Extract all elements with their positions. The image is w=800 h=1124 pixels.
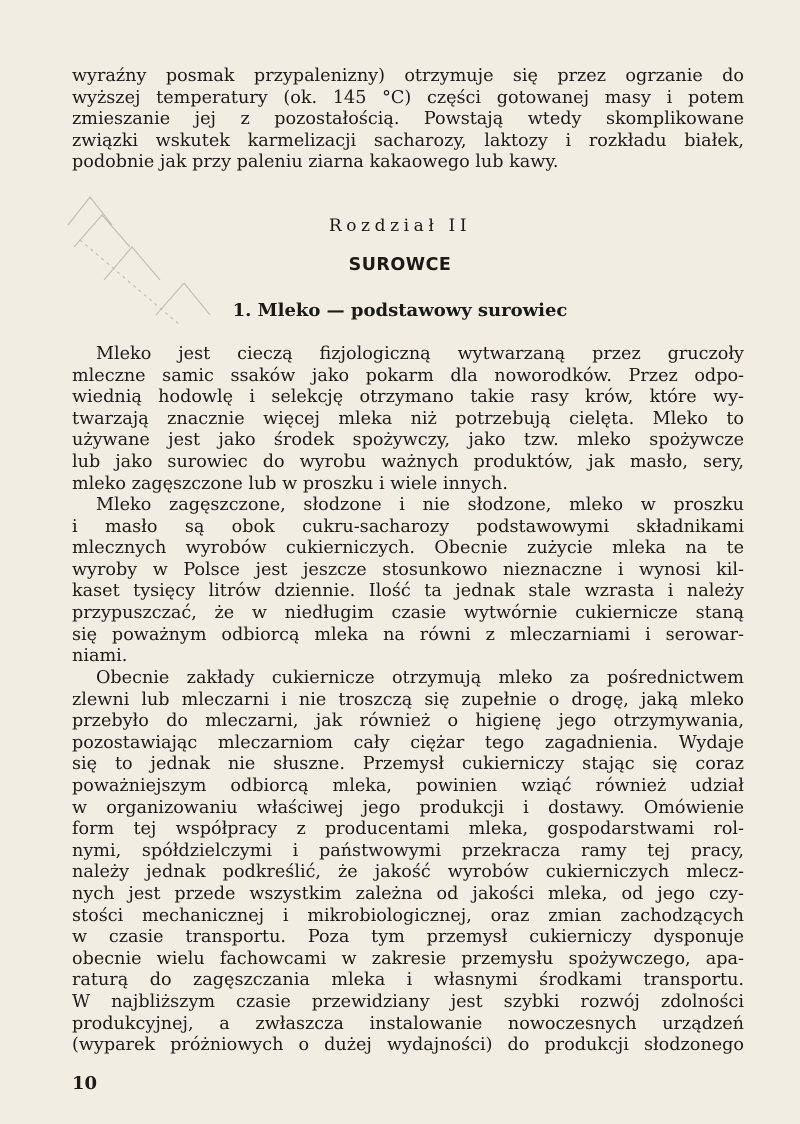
chapter-heading: Rozdział II (328, 216, 472, 236)
text-line: zlewni lub mleczarni i nie troszczą się zupełnie o drogę, jaką mleko (72, 689, 744, 710)
text-line: lub jako surowiec do wyrobu ważnych produktów, jak masło, sery, (72, 451, 744, 472)
paragraph-confectionery-plants (72, 668, 744, 1057)
text-line: mleczne samic ssaków jako pokarm dla noworodków. Przez odpo- (72, 365, 744, 386)
text-line: Mleko jest cieczą fizjologiczną wytwarzaną przez gruczoły (96, 344, 744, 364)
text-line: w organizowaniu właściwej jego produkcji i dostawy. Omówienie (72, 797, 744, 818)
text-line: Obecnie zakłady cukiernicze otrzymują mleko za pośrednictwem (96, 668, 744, 688)
text-line: związki wskutek karmelizacji sacharozy, laktozy i rozkładu białek, (72, 130, 744, 151)
text-line: w czasie transportu. Poza tym przemysł cukierniczy dysponuje (72, 927, 744, 948)
text-line: nymi, spółdzielczymi i państwowymi przekracza ramy tej pracy, (72, 840, 744, 861)
text-line: zmieszanie jej z pozostałością. Powstają wtedy skomplikowane (72, 109, 744, 130)
text-line: wiednią hodowlę i selekcję otrzymano takie rasy krów, które wy- (72, 387, 744, 408)
page-number: 10 (72, 1073, 98, 1094)
paragraph-condensed-milk (72, 495, 744, 668)
text-line: należy jednak podkreślić, że jakość wyrobów cukierniczych mlecz- (72, 862, 744, 883)
text-line: Mleko zagęszczone, słodzone i nie słodzone, mleko w proszku (96, 495, 744, 515)
text-line: przebyło do mleczarni, jak również o higienę jego otrzymywania, (72, 711, 744, 732)
text-line: się to jednak nie słuszne. Przemysł cukierniczy stając się coraz (72, 754, 744, 775)
text-line: wyraźny posmak przypalenizny) otrzymuje się przez ogrzanie do (72, 66, 744, 86)
part-title: SUROWCE (348, 255, 452, 275)
intro-paragraph (72, 66, 744, 174)
text-line: nych jest przede wszystkim zależna od jakości mleka, od jego czy- (72, 883, 744, 904)
text-line: i masło są obok cukru-sacharozy podstawowymi składnikami (72, 516, 744, 537)
text-line: niami. (72, 646, 128, 667)
paragraph-milk-definition (72, 344, 744, 495)
text-line: form tej współpracy z producentami mleka, gospodarstwami rol- (72, 819, 744, 840)
text-line: W najbliższym czasie przewidziany jest szybki rozwój zdolności (72, 991, 744, 1012)
text-line: podobnie jak przy paleniu ziarna kakaowego lub kawy. (72, 152, 559, 173)
text-line: (wyparek próżniowych o dużej wydajności) do produkcji słodzonego (72, 1035, 744, 1056)
text-line: raturą do zagęszczania mleka i własnymi środkami transportu. (72, 970, 744, 991)
text-line: wyższej temperatury (ok. 145 °C) części gotowanej masy i potem (72, 87, 744, 108)
section-title: 1. Mleko — podstawowy surowiec (232, 300, 568, 321)
text-line: poważniejszym odbiorcą mleka, powinien wziąć również udział (72, 775, 744, 796)
text-line: się poważnym odbiorcą mleka na równi z mleczarniami i serowar- (72, 624, 744, 645)
text-line: mlecznych wyrobów cukierniczych. Obecnie zużycie mleka na te (72, 538, 744, 559)
text-line: twarzają znacznie więcej mleka niż potrzebują cielęta. Mleko to (72, 408, 744, 429)
text-line: obecnie wielu fachowcami w zakresie przemysłu spożywczego, apa- (72, 948, 744, 969)
text-line: wyroby w Polsce jest jeszcze stosunkowo nieznaczne i wynosi kil- (72, 559, 744, 580)
text-line: używane jest jako środek spożywczy, jako tzw. mleko spożywcze (72, 430, 744, 451)
text-line: przypuszczać, że w niedługim czasie wytwórnie cukiernicze staną (72, 602, 744, 623)
text-line: mleko zagęszczone lub w proszku i wiele innych. (72, 473, 508, 494)
text-line: stości mechanicznej i mikrobiologicznej, oraz zmian zachodzących (72, 905, 744, 926)
text-line: kaset tysięcy litrów dziennie. Ilość ta jednak stale wzrasta i należy (72, 581, 744, 602)
text-line: pozostawiając mleczarniom cały ciężar tego zagadnienia. Wydaje (72, 732, 744, 753)
text-line: produkcyjnej, a zwłaszcza instalowanie nowoczesnych urządzeń (72, 1013, 744, 1034)
